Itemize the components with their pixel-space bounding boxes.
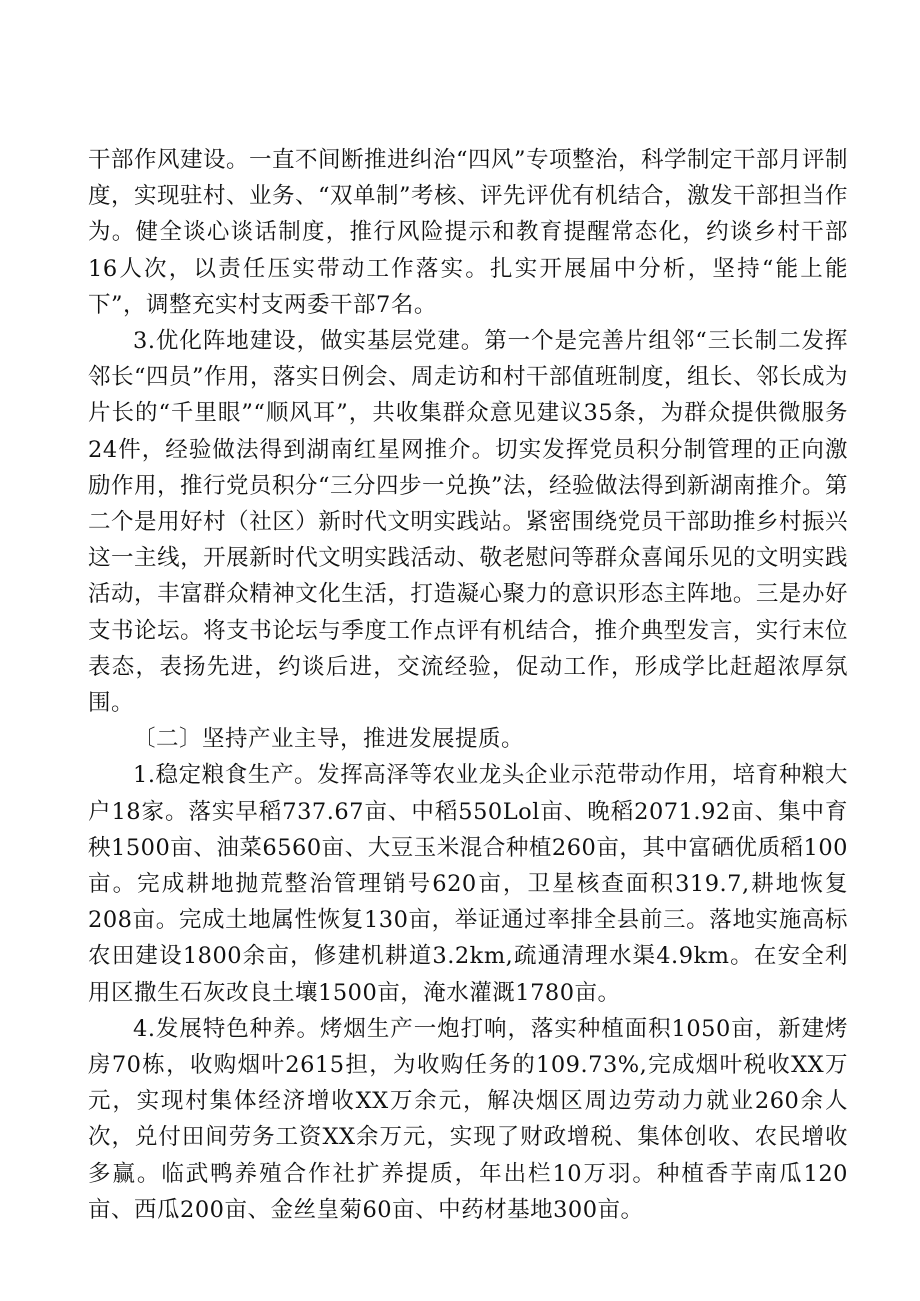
- paragraph-cadre-style: 干部作风建设。一直不间断推进纠治“四风”专项整治，科学制定干部月评制度，实现驻村、业务、“双单制”考核、评先评优有机结合，激发干部担当作为。健全谈心谈话制度，推行风险提示和教育提醒常态化，约谈乡村干部16人次，以责任压实带动工作落实。扎实开展届中分析，坚持“能上能下”，调整充实村支两委干部7名。: [88, 147, 849, 318]
- document-body: [88, 142, 848, 1228]
- paragraph-grain-production: 1.稳定粮食生产。发挥高泽等农业龙头企业示范带动作用，培育种粮大户18家。落实早稻737.67亩、中稻550Lol亩、晚稻2071.92亩、集中育秧1500亩、油菜6560亩、大豆玉米混合种植260亩，其中富硒优质稻100亩。完成耕地抛荒整治管理销号620亩，卫星核查面积319.7,耕地恢复208亩。完成土地属性恢复130亩，举证通过率排全县前三。落地实施高标农田建设1800余亩，修建机耕道3.2km,疏通清理水渠4.9km。在安全利用区撒生石灰改良土壤1500亩，淹水灌溉1780亩。: [88, 762, 848, 1006]
- paragraph-special-farming: 4.发展特色种养。烤烟生产一炮打响，落实种植面积1050亩，新建烤房70栋，收购烟叶2615担，为收购任务的109.73%,完成烟叶税收XX万元，实现村集体经济增收XX万余元，解决烟区周边劳动力就业260余人次，兑付田间劳务工资XX余万元，实现了财政增税、集体创收、农民增收多赢。临武鸭养殖合作社扩养提质，年出栏10万羽。种植香芋南瓜120亩、西瓜200亩、金丝皇菊60亩、中药材基地300亩。: [88, 1015, 848, 1223]
- section-heading-industry: 〔二〕坚持产业主导，推进发展提质。: [133, 726, 525, 753]
- paragraph-position-building: 3.优化阵地建设，做实基层党建。第一个是完善片组邻“三长制二发挥邻长“四员”作用，落实日例会、周走访和村干部值班制度，组长、邻长成为片长的“千里眼”“顺风耳”，共收集群众意见建议35条，为群众提供微服务24件，经验做法得到湖南红星网推介。切实发挥党员积分制管理的正向激励作用，推行党员积分“三分四步一兑换”法，经验做法得到新湖南推介。第二个是用好村（社区）新时代文明实践站。紧密围绕党员干部助推乡村振兴这一主线，开展新时代文明实践活动、敬老慰问等群众喜闻乐见的文明实践活动，丰富群众精神文化生活，打造凝心聚力的意识形态主阵地。三是办好支书论坛。将支书论坛与季度工作点评有机结合，推介典型发言，实行末位表态，表扬先进，约谈后进，交流经验，促动工作，形成学比赶超浓厚氛围。: [88, 328, 849, 717]
